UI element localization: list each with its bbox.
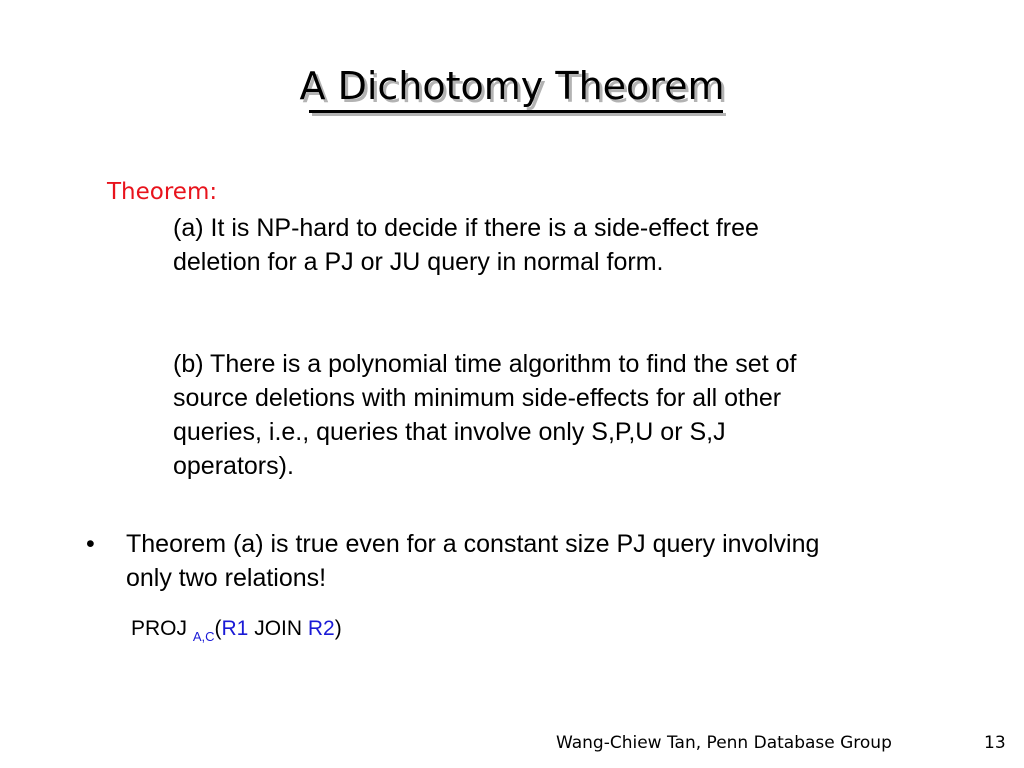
bullet-text [126,527,966,595]
page-number: 13 [984,733,1006,753]
theorem-part-b [173,347,913,483]
theorem-part-a [173,211,913,279]
bullet-line: Theorem (a) is true even for a constant size PJ query involving [126,530,820,558]
part-a-line: (a) It is NP-hard to decide if there is a side-effect free [173,214,759,242]
query-join: JOIN [248,617,308,640]
query-proj: PROJ [131,617,193,640]
part-b-line: source deletions with minimum side-effects for all other [173,384,782,412]
part-b-line: queries, i.e., queries that involve only S,P,U or S,J [173,418,726,446]
part-a-line: deletion for a PJ or JU query in normal form. [173,248,664,276]
query-relation-r1: R1 [221,617,249,640]
bullet-icon: • [86,530,95,558]
title-underline [309,110,723,113]
part-b-line: (b) There is a polynomial time algorithm to find the set of [173,350,797,378]
part-b-line: operators). [173,452,294,480]
query-close-paren: ) [334,617,342,640]
bullet-line: only two relations! [126,564,327,592]
query-expression [131,614,342,652]
query-relation-r2: R2 [307,617,335,640]
footer-text: Wang-Chiew Tan, Penn Database Group [556,733,892,753]
theorem-label: Theorem: [107,179,218,205]
slide-title: A Dichotomy Theorem [299,64,725,108]
query-open-paren: ( [214,617,222,640]
query-subscript: A,C [192,629,215,644]
